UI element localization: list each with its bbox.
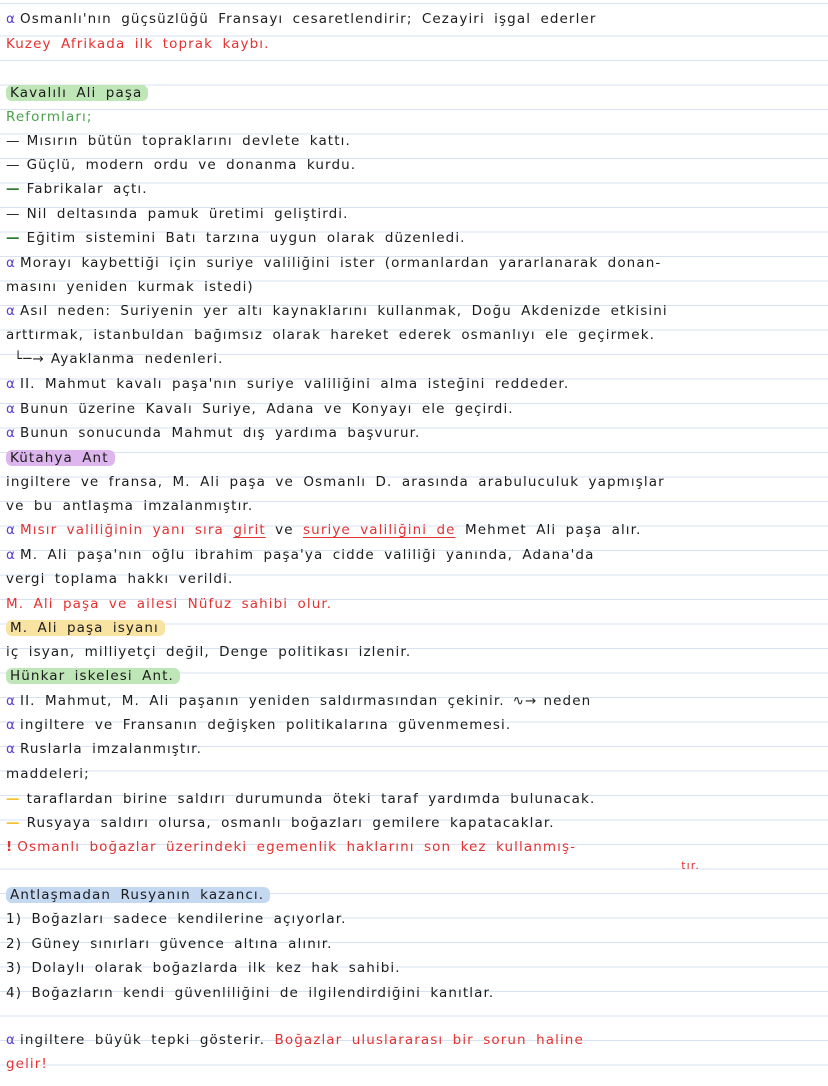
note-text: Mehmet Ali paşa alır. [455, 522, 642, 538]
note-text: Bunun sonucunda Mahmut dış yardıma başvurur. [20, 425, 421, 441]
note-text: maddeleri; [6, 766, 90, 782]
note-line [6, 326, 655, 344]
list-item-text: Eğitim sistemini Batı tarzına uygun olarak düzenledi. [26, 230, 466, 246]
note-text: Morayı kaybettiği için suriye valiliğini ister (ormanlardan yararlanarak donan- [20, 255, 662, 271]
note-line [6, 570, 233, 588]
section-heading [6, 619, 165, 637]
note-line [6, 350, 224, 368]
note-text: ingiltere ve Fransanın değişken politikalarına güvenmemesi. [20, 717, 512, 733]
alpha-bullet-icon: α [6, 522, 16, 538]
note-text: ve [265, 522, 304, 538]
alpha-bullet-icon: α [6, 255, 16, 271]
note-text: Boğazlar uluslararası bir sorun haline [274, 1032, 584, 1048]
note-text: Osmanlı boğazlar üzerindeki egemenlik haklarını son kez kullanmış- [17, 839, 577, 855]
note-text: vergi toplama hakkı verildi. [6, 571, 234, 587]
list-item [6, 790, 595, 808]
list-item [6, 814, 555, 832]
list-item-text: Nil deltasında pamuk üretimi geliştirdi. [26, 206, 349, 222]
note-text: Ruslarla imzalanmıştır. [20, 741, 202, 757]
list-item [6, 910, 347, 928]
list-item [6, 156, 356, 174]
heading-text: Kavalılı Ali paşa [6, 85, 148, 101]
alpha-bullet-icon: α [6, 547, 16, 563]
list-item-text: 2) Güney sınırları güvence altına alınır. [6, 936, 333, 952]
list-item [6, 132, 351, 150]
note-text: iç isyan, milliyetçi değil, Denge politikası izlenir. [6, 644, 412, 660]
list-item [6, 935, 333, 953]
note-text: Osmanlı'nın güçsüzlüğü Fransayı cesaretlendirir; Cezayiri işgal ederler [20, 11, 597, 27]
note-text: arttırmak, istanbuldan bağımsız olarak hareket ederek osmanlıyı ele geçirmek. [6, 327, 656, 343]
wavy-arrow-icon: ∿→ [512, 693, 538, 709]
list-item-text: Güçlü, modern ordu ve donanma kurdu. [26, 157, 357, 173]
note-line [6, 716, 511, 734]
note-text: ingiltere ve fransa, M. Ali paşa ve Osmanlı D. arasında arabuluculuk yapmışlar [6, 474, 665, 490]
note-line [6, 1055, 48, 1073]
alpha-bullet-icon: α [6, 401, 16, 417]
dash-bullet-icon: — [6, 791, 21, 807]
section-heading [6, 449, 115, 467]
note-text: M. Ali paşa'nın oğlu ibrahim paşa'ya cidde valiliği yanında, Adana'da [20, 547, 595, 563]
note-line [6, 643, 411, 661]
list-item-text: taraflardan birine saldırı durumunda öteki taraf yardımda bulunacak. [26, 791, 596, 807]
note-text: ve bu antlaşma imzalanmıştır. [6, 498, 254, 514]
list-item-text: Mısırın bütün topraklarını devlete kattı. [26, 133, 351, 149]
note-line [6, 424, 420, 442]
list-item [6, 984, 494, 1002]
dash-bullet-icon: — [6, 181, 21, 197]
note-line [6, 375, 569, 393]
section-heading [6, 886, 270, 904]
note-line [6, 254, 661, 272]
alpha-bullet-icon: α [6, 376, 16, 392]
note-text: gelir! [6, 1056, 48, 1072]
note-line [6, 302, 668, 320]
note-line [6, 278, 254, 296]
list-item-text: 3) Dolaylı olarak boğazlarda ilk kez hak sahibi. [6, 960, 401, 976]
heading-text: Antlaşmadan Rusyanın kazancı. [6, 887, 270, 903]
note-text: Bunun üzerine Kavalı Suriye, Adana ve Konyayı ele geçirdi. [20, 401, 514, 417]
alpha-bullet-icon: α [6, 11, 16, 27]
list-item-text: 4) Boğazların kendi güvenliliğini de ilgilendirdiğini kanıtlar. [6, 985, 495, 1001]
list-item [6, 959, 401, 977]
subheading [6, 108, 93, 126]
section-heading [6, 84, 148, 102]
list-item [6, 205, 349, 223]
note-text: Ayaklanma nedenleri. [50, 351, 224, 367]
heading-text: M. Ali paşa isyanı [6, 620, 165, 636]
list-item [6, 180, 148, 198]
alpha-bullet-icon: α [6, 693, 16, 709]
note-text: masını yeniden kurmak istedi) [6, 279, 254, 295]
note-line [6, 35, 270, 53]
note-line [6, 740, 202, 758]
note-text: ingiltere büyük tepki gösterir. [20, 1032, 275, 1048]
note-line [6, 400, 514, 418]
note-text: neden [543, 693, 592, 709]
note-text: Kuzey Afrikada ilk toprak kaybı. [6, 36, 270, 52]
note-text: II. Mahmut kavalı paşa'nın suriye valiliğini alma isteğini reddeder. [20, 376, 570, 392]
dash-bullet-icon: — [6, 230, 21, 246]
note-line [6, 692, 591, 710]
dash-bullet-icon: — [6, 815, 21, 831]
list-item-text: Fabrikalar açtı. [26, 181, 148, 197]
note-line [6, 838, 576, 856]
alpha-bullet-icon: α [6, 1032, 16, 1048]
note-line [6, 546, 594, 564]
note-text: Mısır valiliğinin yanı sıra [20, 522, 234, 538]
arrow-right-icon: └─→ [14, 351, 45, 367]
note-line [6, 1031, 584, 1049]
alpha-bullet-icon: α [6, 303, 16, 319]
note-text: girit [233, 522, 266, 538]
dash-bullet-icon: — [6, 206, 21, 222]
note-line [6, 497, 253, 515]
note-text: M. Ali paşa ve ailesi Nüfuz sahibi olur. [6, 596, 333, 612]
list-item-text: Rusyaya saldırı olursa, osmanlı boğazları gemilere kapatacaklar. [26, 815, 555, 831]
note-text: Asıl neden: Suriyenin yer altı kaynaklarını kullanmak, Doğu Akdenizde etkisini [20, 303, 668, 319]
note-line [6, 521, 641, 539]
note-line [0, 857, 700, 875]
list-item-text: 1) Boğazları sadece kendilerine açıyorlar. [6, 911, 347, 927]
alpha-bullet-icon: α [6, 717, 16, 733]
note-text: tır. [681, 859, 700, 872]
note-line [6, 473, 665, 491]
heading-text: Hünkar iskelesi Ant. [6, 668, 180, 684]
note-line [6, 595, 332, 613]
dash-bullet-icon: — [6, 157, 21, 173]
section-heading [6, 667, 180, 685]
note-text: suriye valiliğini de [303, 522, 456, 538]
note-text: II. Mahmut, M. Ali paşanın yeniden saldırmasından çekinir. [20, 693, 505, 709]
list-item [6, 229, 466, 247]
note-line [6, 10, 597, 28]
subheading-text: Reformları; [6, 109, 93, 125]
alpha-bullet-icon: α [6, 741, 16, 757]
exclamation-icon: ! [6, 839, 14, 855]
alpha-bullet-icon: α [6, 425, 16, 441]
dash-bullet-icon: — [6, 133, 21, 149]
note-line [6, 765, 90, 783]
heading-text: Kütahya Ant [6, 450, 115, 466]
